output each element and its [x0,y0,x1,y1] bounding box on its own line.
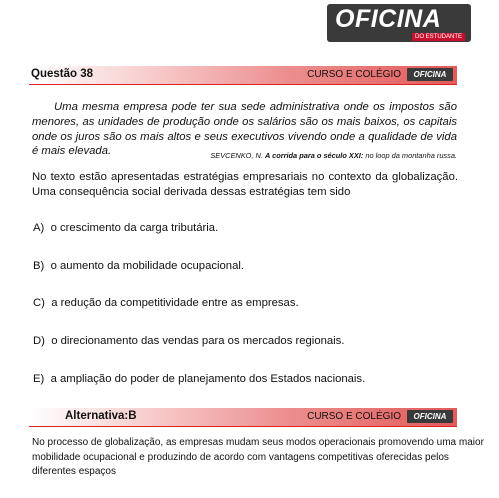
option-a[interactable] [33,222,218,234]
logo-brand: OFICINA [335,5,442,33]
option-letter: D) [33,335,45,347]
option-c[interactable] [33,297,299,309]
option-e[interactable] [33,373,365,385]
oficina-logo [327,4,471,42]
option-text: o direcionamento das vendas para os mercados regionais. [51,335,345,347]
option-text: o aumento da mobilidade ocupacional. [50,260,245,272]
quote-source [210,151,457,160]
answer-header-bar [29,408,457,427]
quote-body: Uma mesma empresa pode ter sua sede administrativa onde os impostos são menores, as unidades de produção onde os salários são os mais baixos, os capitais onde os juros são os mais altos e seus executivos vivendo onde a qualidade de vida é mais elevada. [32,101,457,158]
option-letter: A) [33,222,45,234]
option-b[interactable] [33,260,244,272]
answer-explanation: No processo de globalização, as empresas mudam seus modos operacionais promovendo uma maior mobilidade ocupacional e produzindo de acordo com vantagens competitivas oferecidas pelos diferentes espaços [32,437,484,477]
option-letter: E) [33,373,45,385]
source-author: SEVCENKO, N. [210,151,263,160]
answer-label: Alternativa:B [65,410,137,422]
source-rest: no loop da montanha russa. [365,151,457,160]
source-title: A corrida para o século XXI: [264,151,364,160]
question-stem: No texto estão apresentadas estratégias empresariais no contexto da globalização. Uma consequência social derivada dessas estratégias tem sido [32,171,458,198]
course-label: CURSO E COLÉGIO [307,69,401,80]
option-text: a redução da competitividade entre as empresas. [51,297,299,309]
logo-tagline: DO ESTUDANTE [412,33,465,41]
mini-logo: OFICINA [407,410,453,423]
question-number: Questão 38 [31,68,93,80]
option-d[interactable] [33,335,344,347]
question-header-bar [29,66,457,85]
course-label: CURSO E COLÉGIO [307,411,401,422]
option-text: o crescimento da carga tributária. [50,222,219,234]
mini-logo: OFICINA [407,68,453,81]
option-letter: B) [33,260,45,272]
option-text: a ampliação do poder de planejamento dos Estados nacionais. [50,373,366,385]
option-letter: C) [33,297,45,309]
